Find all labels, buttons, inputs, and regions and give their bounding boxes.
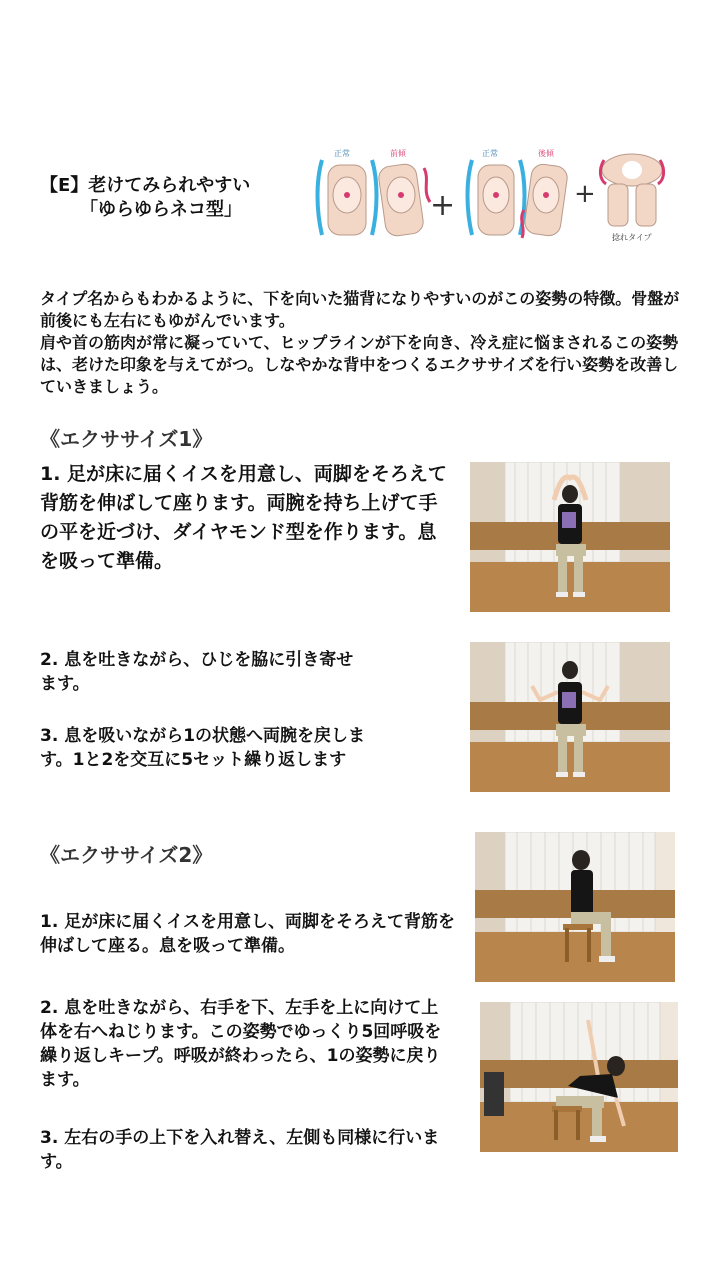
- diagram-plus-2: +: [574, 179, 596, 209]
- diagram-label-twist: 捻れタイプ: [612, 233, 652, 242]
- exercise1-step1: 1. 足が床に届くイスを用意し、両脚をそろえて背筋を伸ばして座ります。両腕を持ち上げて手の平を近づけ、ダイヤモンド型を作ります。息を吸って準備。: [40, 463, 447, 572]
- exercise2-photo-twist: [480, 1002, 678, 1152]
- exercise2-heading: 《エクササイズ2》: [40, 843, 213, 867]
- pelvis-backward-figure: [522, 163, 569, 238]
- type-title: [40, 174, 250, 222]
- intro-p2: 肩や首の筋肉が常に凝っていて、ヒップラインが下を向き、冷え症に悩まされるこの姿勢は、老けた印象を与えてがつ。しなやかな背中をつくるエクササイズを行い姿勢を改善していきましょう。: [40, 333, 679, 396]
- type-title-line1: 【E】老けてみられやすい: [40, 175, 251, 196]
- type-title-line2: 「ゆらゆらネコ型」: [80, 199, 242, 220]
- diagram-label-normal-1: 正常: [334, 149, 350, 158]
- pelvis-forward-figure: [377, 163, 430, 238]
- exercise1-photo-diamond: [470, 462, 670, 612]
- exercise1-step3: 3. 息を吸いながら1の状態へ両腕を戻します。1と2を交互に5セット繰り返します: [40, 726, 366, 770]
- exercise1-photo-elbows: [470, 642, 670, 792]
- exercise1-step2: 2. 息を吐きながら、ひじを脇に引き寄せます。: [40, 650, 354, 694]
- posture-diagram-svg: [312, 140, 672, 250]
- pelvis-normal-figure: [318, 160, 377, 235]
- intro-p1: タイプ名からもわかるように、下を向いた猫背になりやすいのがこの姿勢の特徴。骨盤が前後にも左右にもゆがんでいます。: [40, 289, 680, 330]
- diagram-label-backward: 後傾: [538, 149, 554, 158]
- diagram-label-forward: 前傾: [390, 149, 406, 158]
- pelvis-normal-figure-2: [468, 160, 525, 235]
- exercise1-heading: 《エクササイズ1》: [40, 427, 213, 451]
- diagram-plus-1: +: [430, 188, 456, 223]
- exercise2-step2: 2. 息を吐きながら、右手を下、左手を上に向けて上体を右へねじります。この姿勢でゆっくり5回呼吸を繰り返しキープ。呼吸が終わったら、1の姿勢に戻ります。: [40, 998, 442, 1090]
- exercise2-step3: 3. 左右の手の上下を入れ替え、左側も同様に行います。: [40, 1128, 440, 1172]
- exercise2-photo-seated: [475, 832, 675, 982]
- intro-text: [40, 288, 690, 398]
- posture-diagram: [312, 140, 672, 250]
- pelvis-twist-figure: [600, 154, 663, 226]
- diagram-label-normal-2: 正常: [482, 149, 498, 158]
- exercise2-step1: 1. 足が床に届くイスを用意し、両脚をそろえて背筋を伸ばして座る。息を吸って準備。: [40, 912, 456, 956]
